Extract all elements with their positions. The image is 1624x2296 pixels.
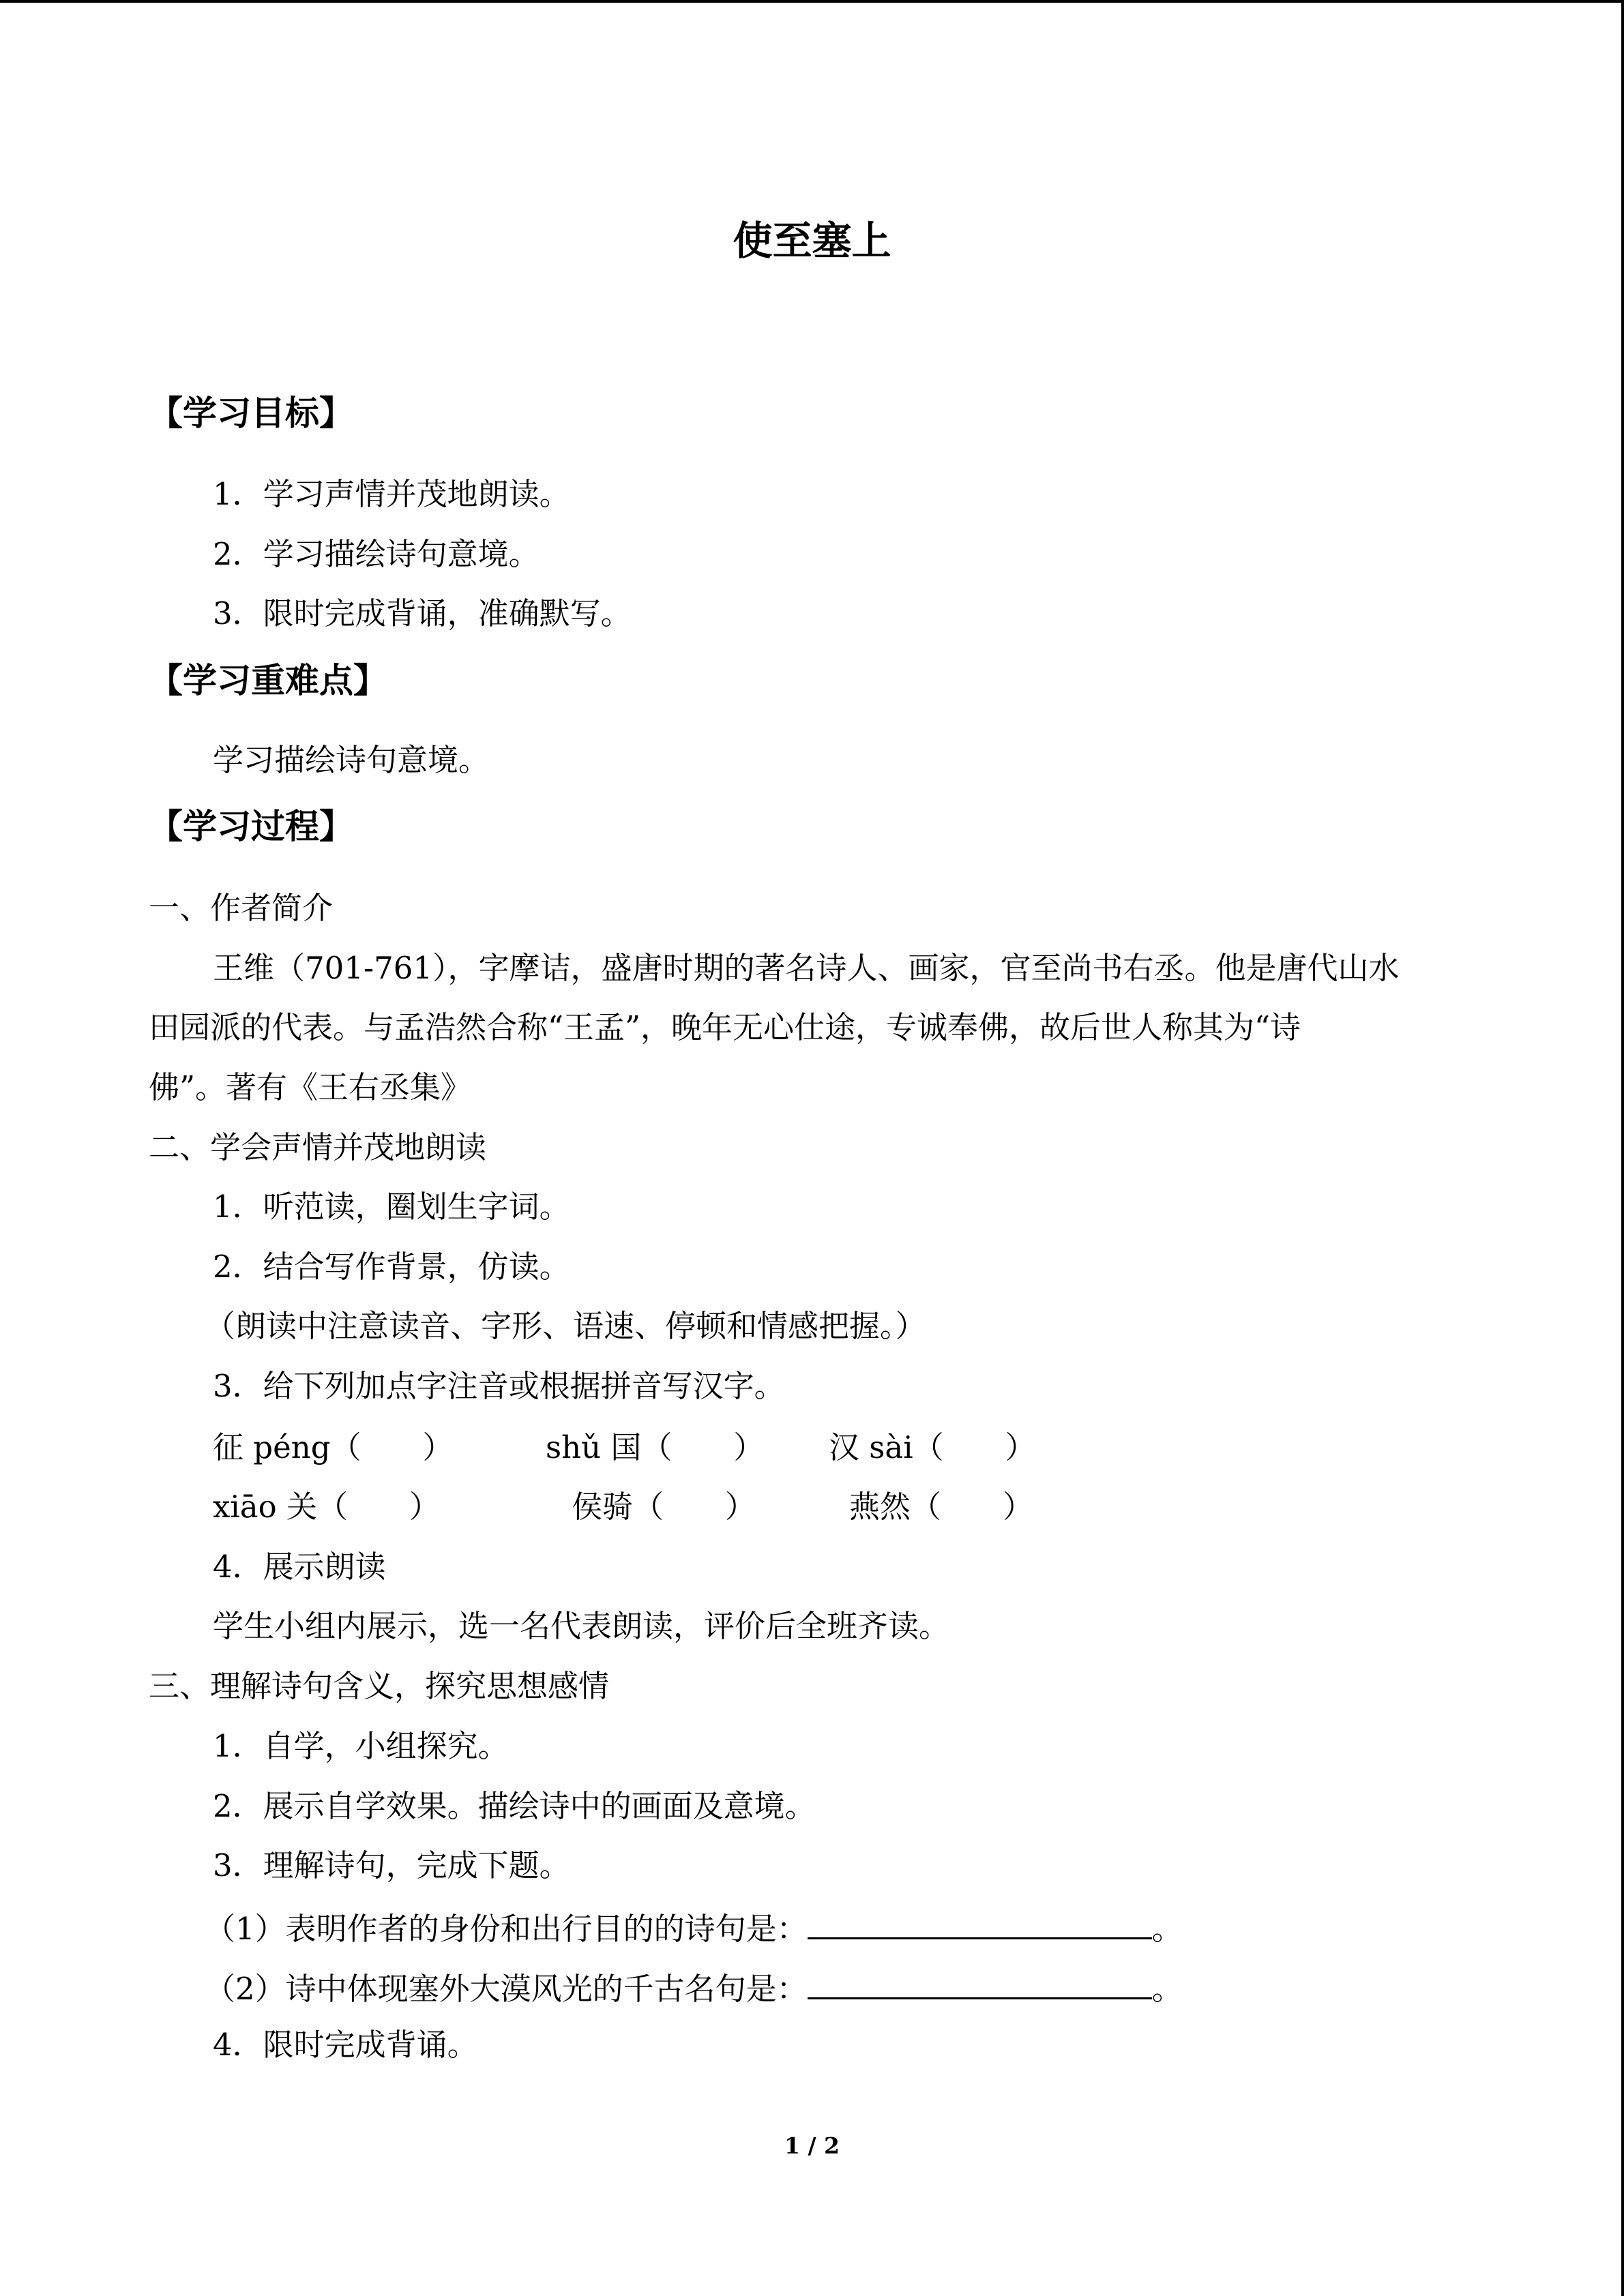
pinyin-cell: 侯骑（ ） — [572, 1489, 756, 1525]
part2-item-4: 4．展示朗读 — [213, 1549, 386, 1585]
document-title: 使至塞上 — [733, 218, 891, 264]
question-2 — [205, 1962, 1183, 2013]
goal-item-2: 2．学习描绘诗句意境。 — [213, 536, 540, 572]
part2-item-2: 2．结合写作背景，仿读。 — [213, 1249, 570, 1285]
page-number: 1 / 2 — [784, 2132, 840, 2159]
part1-line-2: 田园派的代表。与孟浩然合称“王孟”，晚年无心仕途，专诚奉佛，故后世人称其为“诗 — [149, 1009, 1301, 1045]
pinyin-cell: shǔ 国（ ） — [546, 1429, 765, 1465]
part2-title: 二、学会声情并茂地朗读 — [149, 1129, 487, 1165]
part3-item-4: 4．限时完成背诵。 — [213, 2027, 478, 2063]
part1-title: 一、作者简介 — [149, 890, 334, 926]
question-2-end: 。 — [1151, 1971, 1183, 2007]
page-border-top — [0, 0, 1624, 3]
question-2-text: （2）诗中体现塞外大漠风光的千古名句是： — [205, 1971, 808, 2007]
part3-title: 三、理解诗句含义，探究思想感情 — [149, 1668, 610, 1704]
goal-item-1: 1．学习声情并茂地朗读。 — [213, 476, 570, 512]
pinyin-cell: 征 péng（ ） — [213, 1429, 454, 1465]
part3-item-2: 2．展示自学效果。描绘诗中的画面及意境。 — [213, 1788, 816, 1824]
key-text: 学习描绘诗句意境。 — [213, 742, 490, 778]
part3-item-1: 1．自学，小组探究。 — [213, 1728, 509, 1764]
goals-heading: 【学习目标】 — [149, 393, 353, 433]
part3-item-3: 3．理解诗句，完成下题。 — [213, 1847, 570, 1883]
question-1-end: 。 — [1151, 1911, 1183, 1947]
part2-item-4-text: 学生小组内展示，选一名代表朗读，评价后全班齐读。 — [213, 1608, 950, 1644]
goal-item-3: 3．限时完成背诵，准确默写。 — [213, 595, 632, 631]
part2-note: （朗读中注意读音、字形、语速、停顿和情感把握。） — [205, 1308, 926, 1344]
page-border-right — [1621, 0, 1624, 2296]
part2-item-1: 1．听范读，圈划生字词。 — [213, 1189, 570, 1225]
part1-line-3: 佛”。著有《王右丞集》 — [149, 1069, 472, 1105]
key-heading: 【学习重难点】 — [149, 661, 387, 700]
pinyin-cell: xiāo 关（ ） — [213, 1489, 440, 1525]
part2-item-3: 3．给下列加点字注音或根据拼音写汉字。 — [213, 1368, 785, 1404]
question-1-text: （1）表明作者的身份和出行目的的诗句是： — [205, 1911, 808, 1947]
question-1 — [205, 1902, 1183, 1953]
part1-line-1: 王维（701-761），字摩诘，盛唐时期的著名诗人、画家，官至尚书右丞。他是唐代山水 — [213, 950, 1400, 986]
answer-blank-2[interactable] — [808, 1962, 1152, 1999]
answer-blank-1[interactable] — [808, 1902, 1152, 1939]
pinyin-cell: 燕然（ ） — [849, 1489, 1034, 1525]
pinyin-cell: 汉 sài（ ） — [829, 1429, 1036, 1465]
process-heading: 【学习过程】 — [149, 807, 353, 846]
